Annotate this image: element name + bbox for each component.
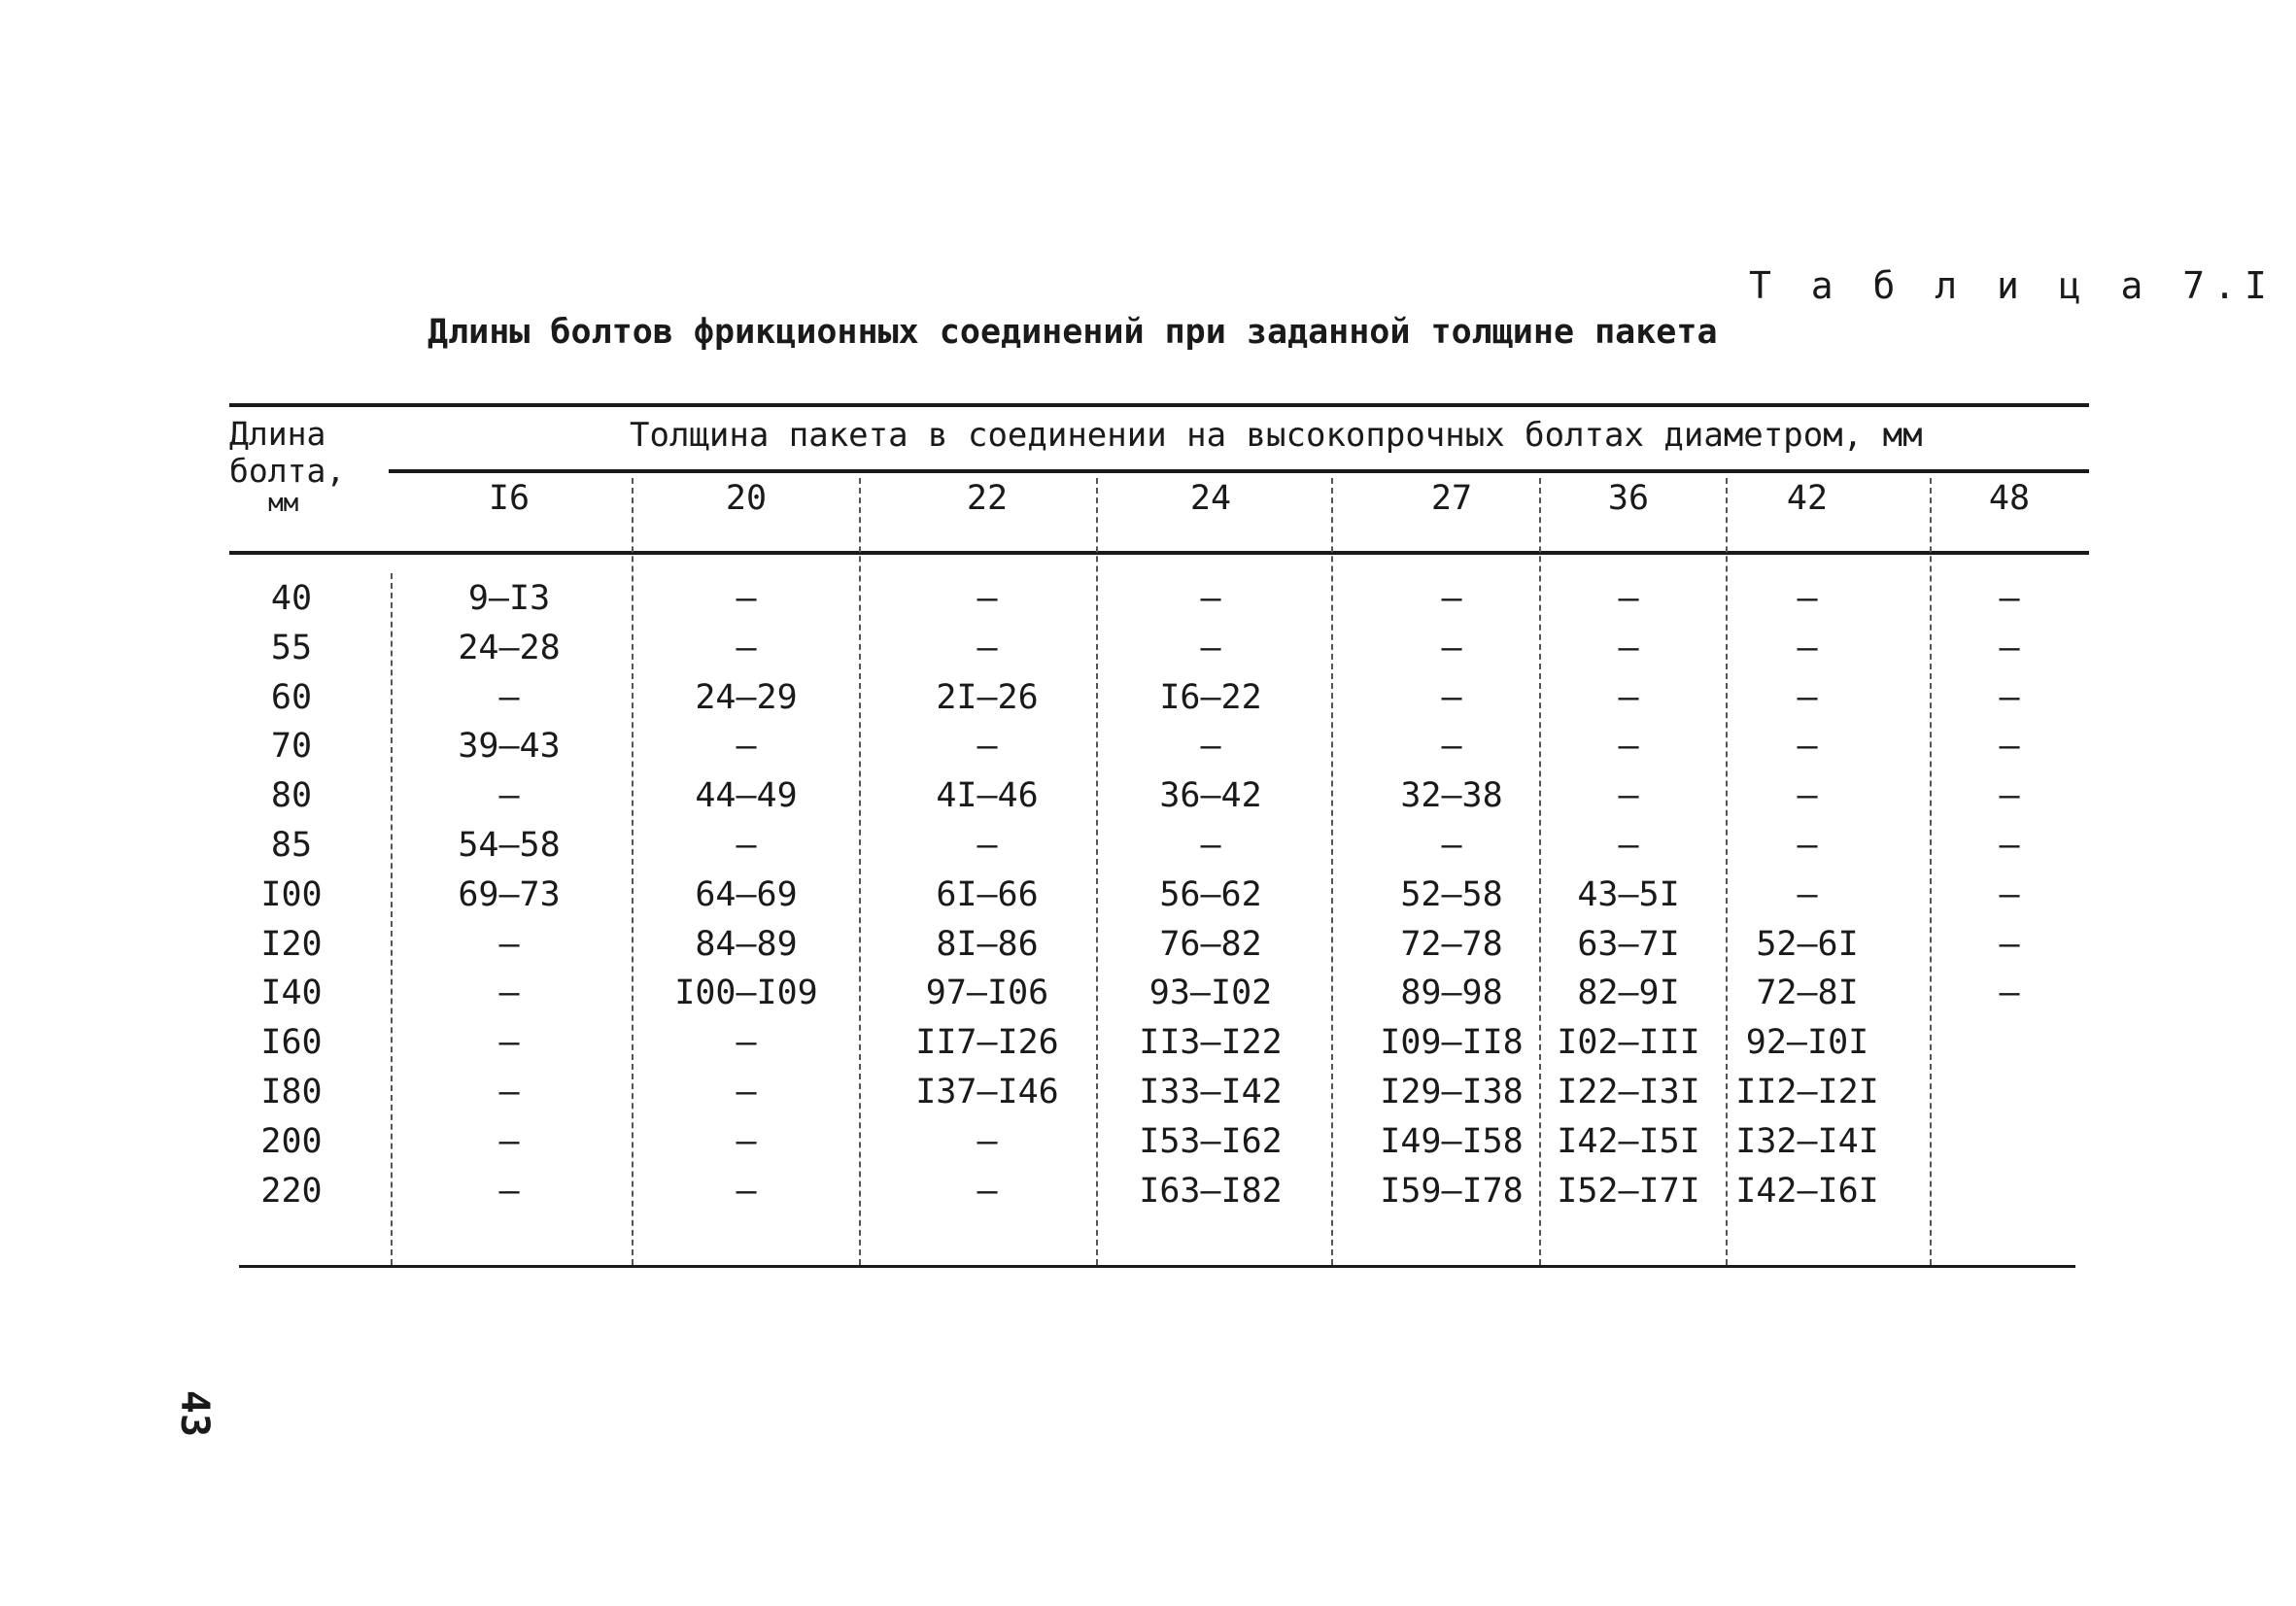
thickness-range-cell: – [1200, 579, 1221, 618]
bolt-length-cell: 200 [260, 1122, 323, 1161]
thickness-range-cell: – [1441, 579, 1462, 618]
column-divider [1331, 478, 1333, 1265]
column-divider [1539, 478, 1541, 1265]
thickness-range-cell: 63–7I [1577, 925, 1680, 964]
column-divider [859, 478, 861, 1265]
thickness-range-cell: – [977, 1122, 998, 1161]
thickness-range-cell: – [1441, 826, 1462, 865]
thickness-range-cell: 52–58 [1400, 875, 1503, 914]
thickness-range-cell: 64–69 [695, 875, 798, 914]
thickness-range-cell: I09–II8 [1380, 1023, 1524, 1062]
table-caption: Длины болтов фрикционных соединений при заданной толщине пакета [428, 313, 1718, 352]
thickness-range-cell: – [736, 826, 757, 865]
thickness-range-cell: 2I–26 [936, 678, 1039, 717]
thickness-range-cell: 72–8I [1756, 974, 1859, 1012]
thickness-range-cell: I53–I62 [1139, 1122, 1283, 1161]
thickness-range-cell: 93–I02 [1148, 974, 1273, 1012]
thickness-range-cell: 24–28 [458, 629, 561, 667]
thickness-range-cell: 56–62 [1159, 875, 1262, 914]
stub-header-line: болта, [229, 451, 346, 490]
thickness-range-cell: – [1999, 974, 2020, 1012]
thickness-range-cell: – [1797, 826, 1818, 865]
thickness-range-cell: I42–I5I [1557, 1122, 1700, 1161]
thickness-range-cell: – [498, 776, 520, 815]
table-number-label: Т а б л и ц а 7.I [1749, 264, 2276, 307]
thickness-range-cell: – [977, 579, 998, 618]
thickness-range-cell: 52–6I [1756, 925, 1859, 964]
thickness-range-cell: 44–49 [695, 776, 798, 815]
thickness-range-cell: – [977, 1172, 998, 1211]
thickness-range-cell: I6–22 [1159, 678, 1262, 717]
thickness-range-cell: – [1797, 629, 1818, 667]
thickness-range-cell: 72–78 [1400, 925, 1503, 964]
thickness-range-cell: 76–82 [1159, 925, 1262, 964]
thickness-range-cell: I33–I42 [1139, 1073, 1283, 1111]
thickness-range-cell: I02–III [1557, 1023, 1700, 1062]
table-top-rule [229, 403, 2089, 407]
thickness-range-cell: – [1441, 727, 1462, 766]
bolt-length-cell: 60 [270, 678, 313, 717]
thickness-range-cell: – [1999, 579, 2020, 618]
thickness-range-cell: I22–I3I [1557, 1073, 1700, 1111]
column-header: 36 [1607, 479, 1650, 518]
thickness-range-cell: – [498, 1172, 520, 1211]
thickness-range-cell: – [498, 974, 520, 1012]
bolt-length-cell: I00 [260, 875, 323, 914]
header-sub-rule [389, 469, 2089, 473]
thickness-range-cell: – [1797, 776, 1818, 815]
thickness-range-cell: – [1999, 678, 2020, 717]
thickness-range-cell: I32–I4I [1735, 1122, 1879, 1161]
thickness-range-cell: – [977, 629, 998, 667]
thickness-range-cell: 6I–66 [936, 875, 1039, 914]
thickness-range-cell: 89–98 [1400, 974, 1503, 1012]
stub-header [229, 416, 345, 519]
thickness-range-cell: I42–I6I [1735, 1172, 1879, 1211]
thickness-range-cell: – [1441, 629, 1462, 667]
column-header: I6 [488, 479, 531, 518]
thickness-range-cell: – [498, 1122, 520, 1161]
thickness-range-cell: II3–I22 [1139, 1023, 1283, 1062]
bolt-length-cell: I60 [260, 1023, 323, 1062]
thickness-range-cell: – [736, 1122, 757, 1161]
thickness-range-cell: – [977, 727, 998, 766]
thickness-range-cell: 9–I3 [467, 579, 551, 618]
thickness-range-cell: – [736, 629, 757, 667]
thickness-range-cell: – [498, 1073, 520, 1111]
thickness-range-cell: 32–38 [1400, 776, 1503, 815]
thickness-range-cell: 84–89 [695, 925, 798, 964]
thickness-range-cell: I63–I82 [1139, 1172, 1283, 1211]
thickness-range-cell: I52–I7I [1557, 1172, 1700, 1211]
thickness-range-cell: – [498, 1023, 520, 1062]
column-header: 27 [1430, 479, 1473, 518]
thickness-range-cell: – [498, 678, 520, 717]
bolt-length-cell: 220 [260, 1172, 323, 1211]
thickness-range-cell: – [1797, 875, 1818, 914]
thickness-range-cell: – [1999, 826, 2020, 865]
thickness-range-cell: – [1618, 629, 1639, 667]
thickness-range-cell: – [1999, 776, 2020, 815]
thickness-range-cell: 39–43 [458, 727, 561, 766]
thickness-range-cell: 4I–46 [936, 776, 1039, 815]
thickness-range-cell: 8I–86 [936, 925, 1039, 964]
bolt-length-cell: 80 [270, 776, 313, 815]
thickness-range-cell: 92–I0I [1745, 1023, 1869, 1062]
column-header: 20 [725, 479, 768, 518]
thickness-range-cell: – [1999, 875, 2020, 914]
column-header: 42 [1786, 479, 1829, 518]
thickness-range-cell: 54–58 [458, 826, 561, 865]
thickness-range-cell: I59–I78 [1380, 1172, 1524, 1211]
bolt-length-cell: I80 [260, 1073, 323, 1111]
spanning-header: Толщина пакета в соединении на высокопрочных болтах диаметром, мм [630, 416, 1923, 455]
column-header: 22 [966, 479, 1009, 518]
thickness-range-cell: I37–I46 [915, 1073, 1059, 1111]
thickness-range-cell: – [1618, 776, 1639, 815]
bolt-length-cell: I40 [260, 974, 323, 1012]
thickness-range-cell: – [1200, 629, 1221, 667]
column-divider [1930, 478, 1932, 1265]
thickness-range-cell: – [1797, 727, 1818, 766]
bolt-length-cell: 70 [270, 727, 313, 766]
thickness-range-cell: 24–29 [695, 678, 798, 717]
bolt-length-cell: 85 [270, 826, 313, 865]
thickness-range-cell: – [736, 1172, 757, 1211]
thickness-range-cell: II2–I2I [1735, 1073, 1879, 1111]
thickness-range-cell: – [1618, 727, 1639, 766]
stub-header-line: Длина [229, 415, 326, 453]
thickness-range-cell: 69–73 [458, 875, 561, 914]
column-divider [1096, 478, 1098, 1265]
table-bottom-rule [239, 1265, 2075, 1268]
thickness-range-cell: – [498, 925, 520, 964]
thickness-range-cell: 43–5I [1577, 875, 1680, 914]
page-number: 43 [172, 1389, 218, 1438]
thickness-range-cell: – [1618, 826, 1639, 865]
bolt-length-cell: 55 [270, 629, 313, 667]
thickness-range-cell: 97–I06 [925, 974, 1049, 1012]
thickness-range-cell: – [1999, 727, 2020, 766]
thickness-range-cell: – [1999, 925, 2020, 964]
bolt-length-cell: 40 [270, 579, 313, 618]
thickness-range-cell: – [1441, 678, 1462, 717]
thickness-range-cell: – [977, 826, 998, 865]
bolt-length-cell: I20 [260, 925, 323, 964]
column-divider [391, 573, 393, 1265]
column-divider [632, 478, 634, 1265]
thickness-range-cell: 82–9I [1577, 974, 1680, 1012]
thickness-range-cell: – [736, 1073, 757, 1111]
column-divider [1726, 478, 1728, 1265]
thickness-range-cell: – [1999, 629, 2020, 667]
header-bottom-rule [229, 551, 2089, 555]
thickness-range-cell: – [1200, 826, 1221, 865]
thickness-range-cell: – [736, 579, 757, 618]
thickness-range-cell: I29–I38 [1380, 1073, 1524, 1111]
thickness-range-cell: – [1797, 579, 1818, 618]
thickness-range-cell: II7–I26 [915, 1023, 1059, 1062]
thickness-range-cell: 36–42 [1159, 776, 1262, 815]
stub-header-line: мм [268, 488, 299, 518]
thickness-range-cell: – [1618, 579, 1639, 618]
thickness-range-cell: I00–I09 [674, 974, 818, 1012]
column-header: 24 [1189, 479, 1232, 518]
thickness-range-cell: – [736, 727, 757, 766]
thickness-range-cell: I49–I58 [1380, 1122, 1524, 1161]
thickness-range-cell: – [1618, 678, 1639, 717]
thickness-range-cell: – [1797, 678, 1818, 717]
thickness-range-cell: – [1200, 727, 1221, 766]
column-header: 48 [1988, 479, 2031, 518]
thickness-range-cell: – [736, 1023, 757, 1062]
